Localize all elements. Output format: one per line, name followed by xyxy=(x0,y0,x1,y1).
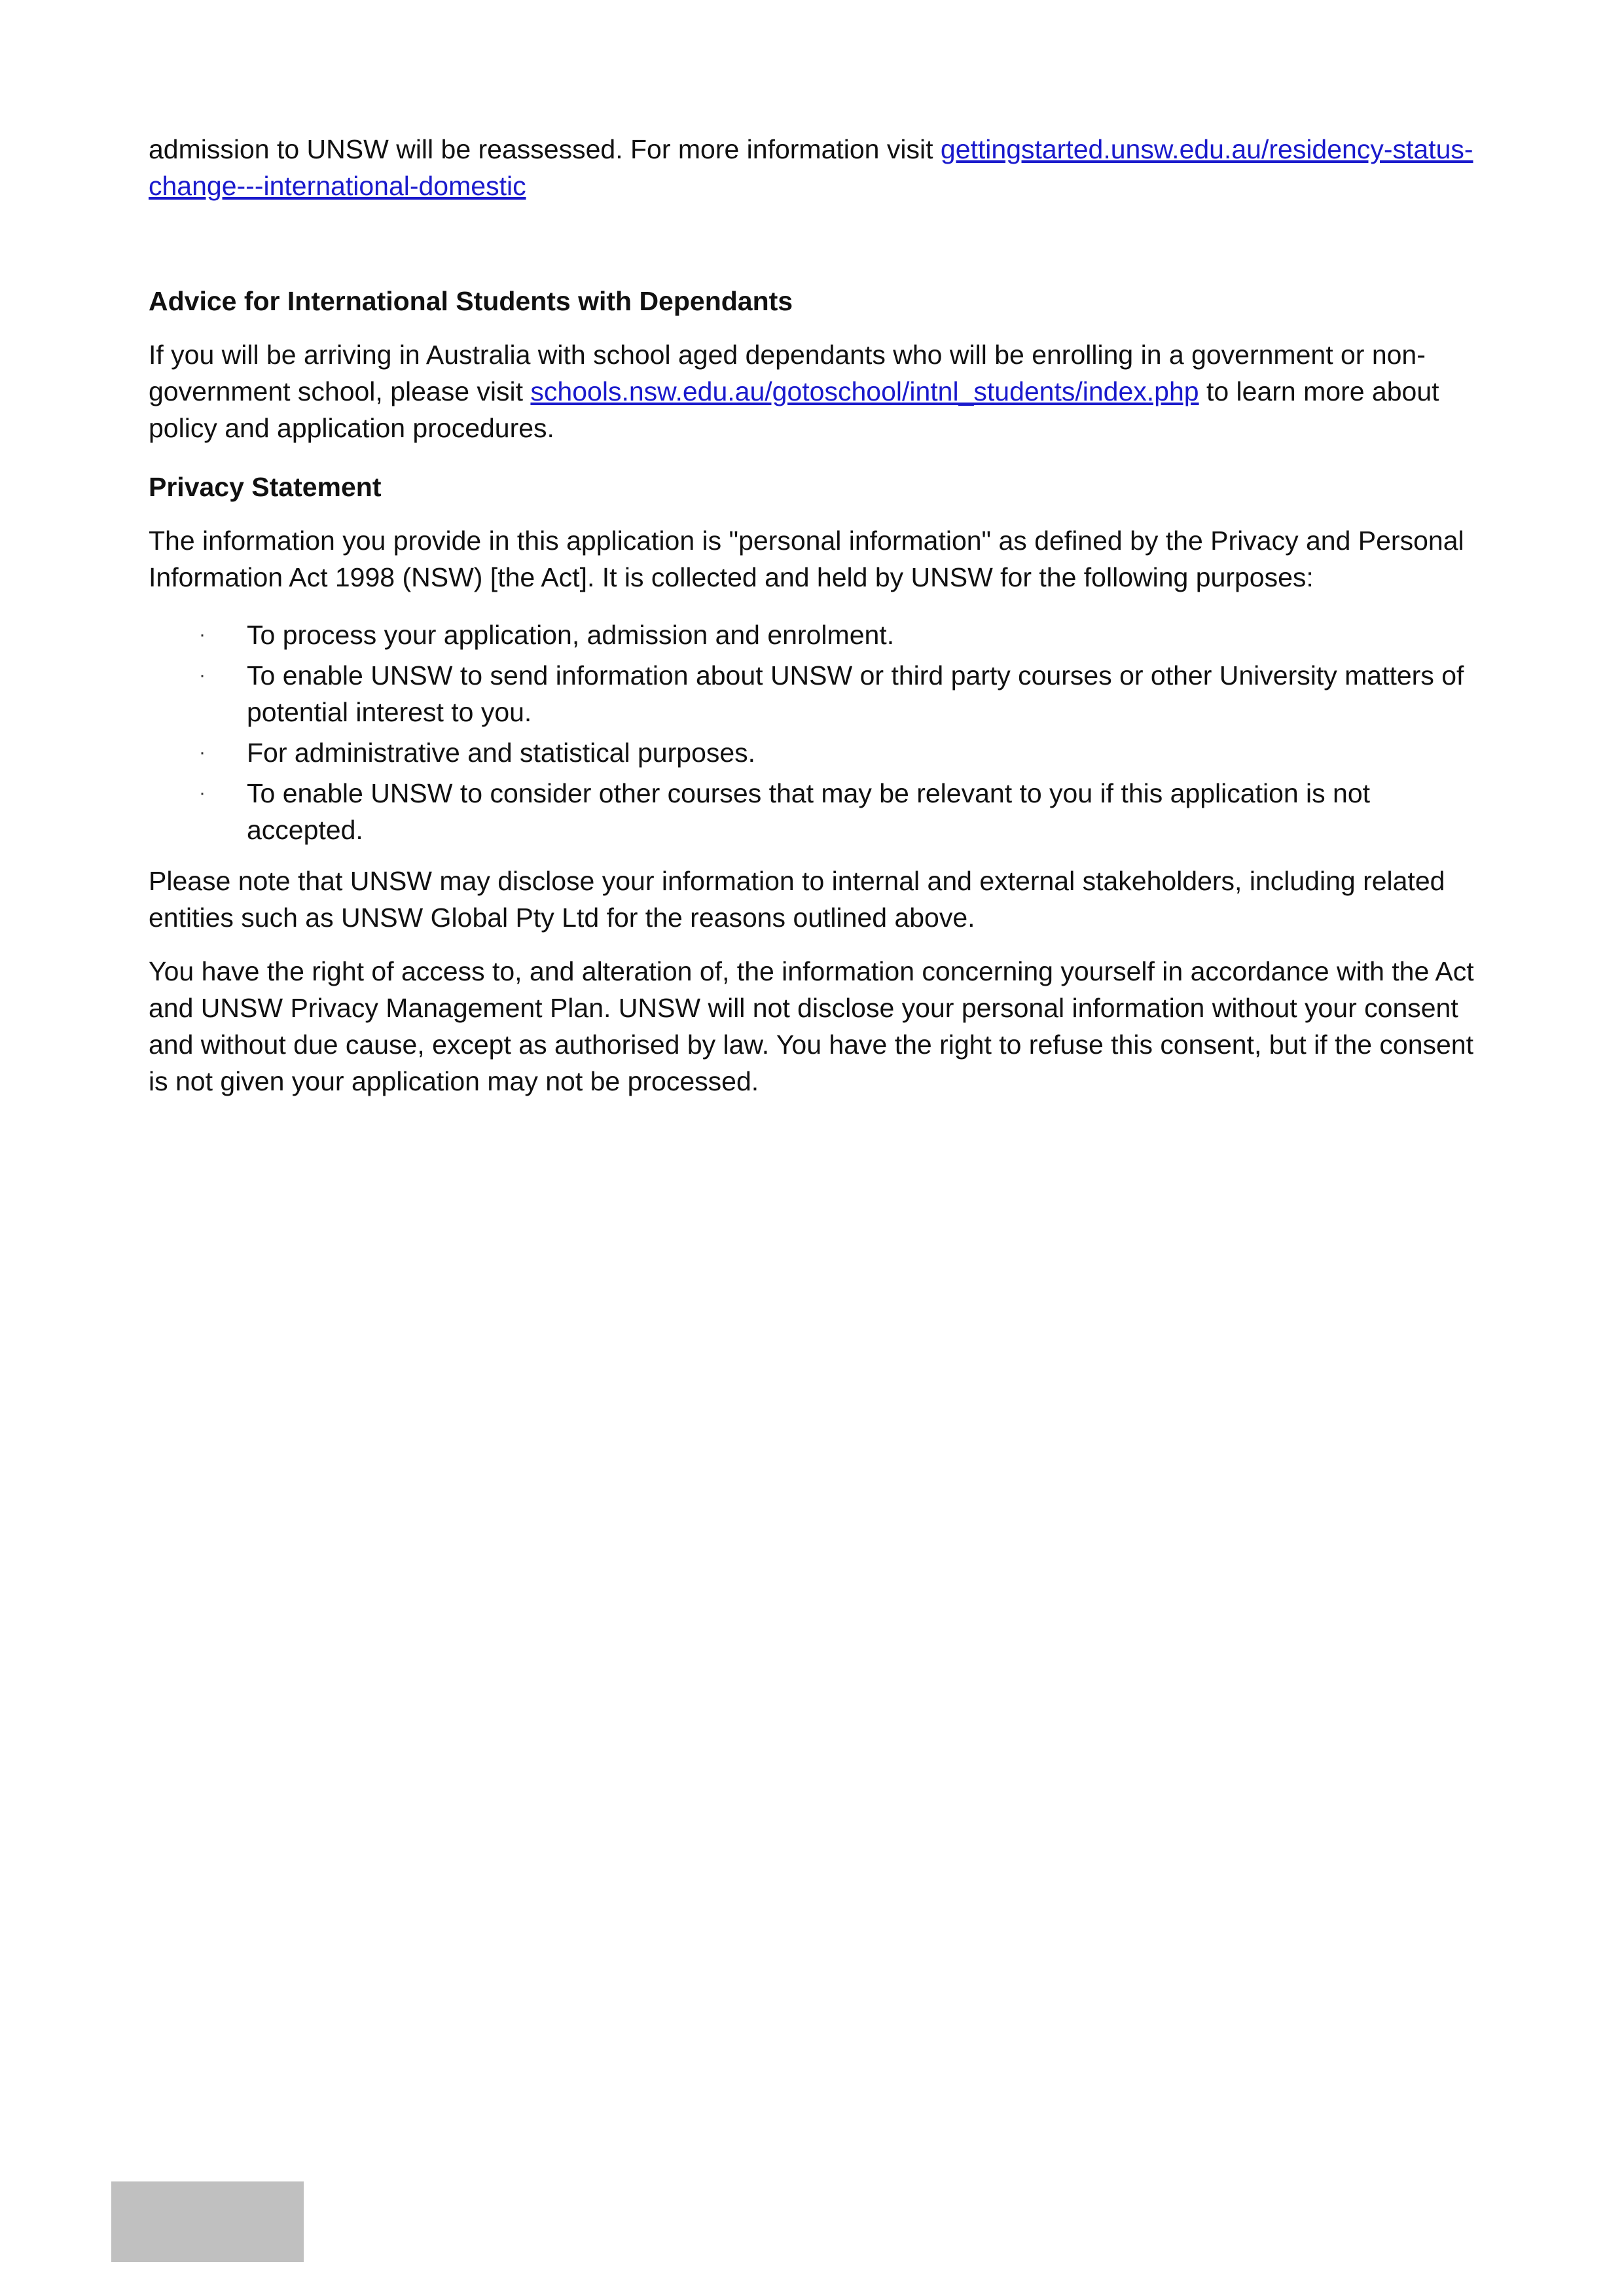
dependants-text-after: to learn more about policy and application procedures. xyxy=(149,376,1439,443)
dependants-paragraph xyxy=(149,336,1490,446)
disclosure-paragraph: Please note that UNSW may disclose your information to internal and external stakeholders, including related entities such as UNSW Global Pty Ltd for the reasons outlined above. xyxy=(149,866,1445,933)
privacy-intro-paragraph: The information you provide in this application is "personal information" as defined by the Privacy and Personal Information Act 1998 (NSW) [the Act]. It is collected and held by UNSW for the following purposes: xyxy=(149,526,1464,592)
residency-status-link[interactable]: gettingstarted.unsw.edu.au/residency-status-change---international-domestic xyxy=(149,134,1473,201)
bullet-icon: · xyxy=(199,624,206,645)
list-item xyxy=(149,775,1490,848)
document-body xyxy=(149,131,1490,1100)
bullet-icon: · xyxy=(199,664,206,686)
list-item-text: To enable UNSW to send information about UNSW or third party courses or other University matters of potential interest to you. xyxy=(247,660,1464,727)
privacy-heading: Privacy Statement xyxy=(149,472,382,502)
schools-nsw-link[interactable]: schools.nsw.edu.au/gotoschool/intnl_students/index.php xyxy=(530,376,1199,406)
dependants-heading: Advice for International Students with Dependants xyxy=(149,286,793,316)
residency-paragraph xyxy=(149,131,1490,204)
bullet-icon: · xyxy=(199,782,206,804)
list-item xyxy=(149,734,1490,771)
list-item-text: To enable UNSW to consider other courses that may be relevant to you if this application is not accepted. xyxy=(247,778,1371,845)
residency-text: admission to UNSW will be reassessed. For more information visit xyxy=(149,134,941,164)
purposes-list xyxy=(149,617,1490,848)
page-number-box xyxy=(111,2181,304,2262)
list-item-text: For administrative and statistical purposes. xyxy=(247,738,756,768)
dependants-text-before: If you will be arriving in Australia with school aged dependants who will be enrolling in a government or non-government school, please visit xyxy=(149,340,1426,406)
list-item-text: To process your application, admission and enrolment. xyxy=(247,620,895,650)
bullet-icon: · xyxy=(199,742,206,763)
rights-paragraph: You have the right of access to, and alteration of, the information concerning yourself in accordance with the Act and UNSW Privacy Management Plan. UNSW will not disclose your personal information without your consent and without due cause, except as authorised by law. You have the right to refuse this consent, but if the consent is not given your application may not be processed. xyxy=(149,956,1474,1096)
list-item xyxy=(149,617,1490,653)
list-item xyxy=(149,657,1490,730)
